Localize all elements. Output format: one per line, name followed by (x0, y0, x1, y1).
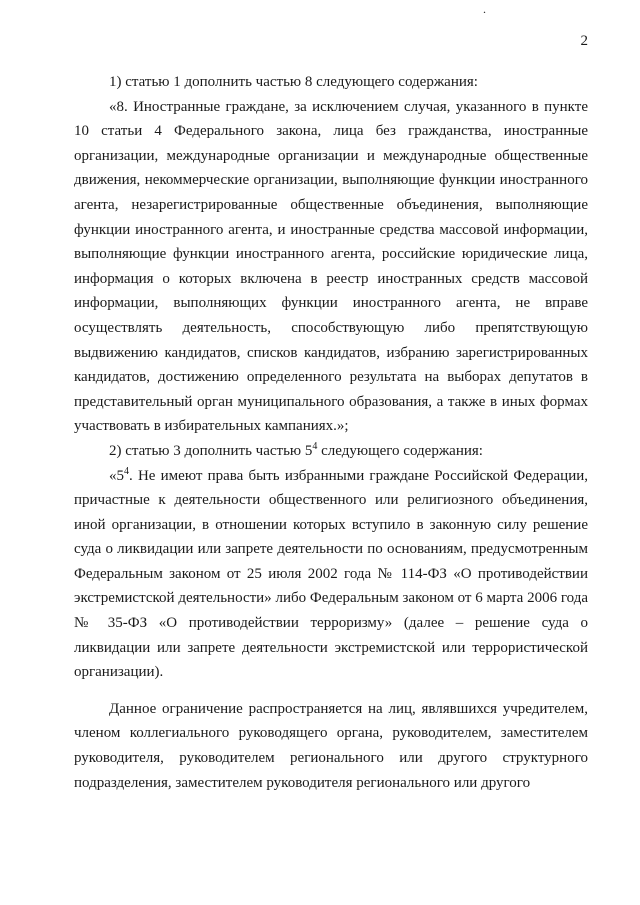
item-1-paragraph: 1) статью 1 дополнить частью 8 следующего содержания: (109, 74, 478, 90)
page-number: 2 (580, 33, 588, 49)
part-5-4-superscript: 4 (124, 465, 129, 477)
item-2-paragraph (74, 439, 588, 464)
part-8-paragraph: «8. Иностранные граждане, за исключением случая, указанного в пункте 10 статьи 4 Федерального закона, лица без гражданства, иностранные организации, международные организации и международные общественные движения, некоммерческие организации, выполняющие функции иностранного агента, незарегистрированные общественные объединения, выполняющие функции иностранного агента, и иностранные средства массовой информации, выполняющие функции иностранного агента, российские юридические лица, информация о которых включена в реестр иностранных средств массовой информации, выполняющих функции иностранного агента, не вправе осуществлять деятельность, способствующую либо препятствующую выдвижению кандидатов, списков кандидатов, избранию зарегистрированных кандидатов, достижению определенного результата на выборах депутатов в представительный орган муниципального образования, а также в иных формах участвовать в избирательных кампаниях.»; (74, 98, 588, 435)
part-5-4-text: . Не имеют права быть избранными граждане Российской Федерации, причастные к деятельности общественного или религиозного объединения, иной организации, в отношении которых вступило в законную силу решение суда о ликвидации или запрете деятельности по основаниям, предусмотренным Федеральным законом от 25 июля 2002 года № 114-ФЗ «О противодействии экстремистской деятельности» либо Федеральным законом от 6 марта 2006 года № 35-ФЗ «О противодействии терроризму» (далее – решение суда о ликвидации или запрете деятельности экстремистской или террористической организации). (74, 467, 588, 681)
item-2-text-before: 2) статью 3 дополнить частью 5 (109, 442, 313, 459)
top-mark: . (483, 2, 486, 16)
restriction-paragraph: Данное ограничение распространяется на лиц, являвшихся учредителем, членом коллегиального руководящего органа, руководителем, заместителем руководителя, руководителем регионального или другого структурного подразделения, заместителем руководителя регионального или другого (74, 700, 588, 791)
part-5-4-number: «5 (109, 467, 124, 484)
item-2-text-after: следующего содержания: (317, 442, 483, 459)
item-2-superscript: 4 (312, 440, 318, 452)
part-5-4-paragraph (74, 464, 588, 685)
document-body (74, 70, 588, 795)
